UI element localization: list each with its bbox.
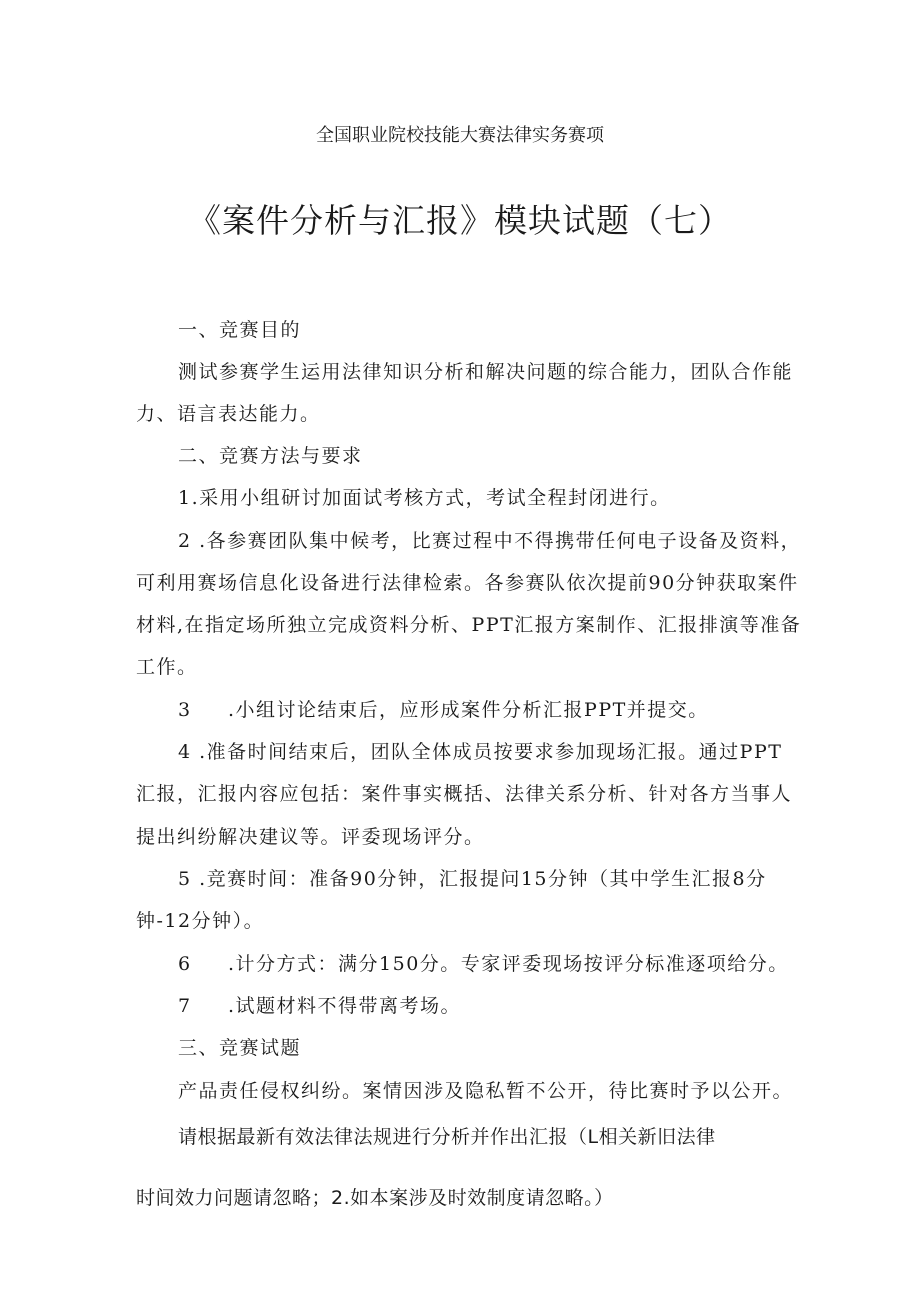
method-item-6-text: .计分方式：满分150分。专家评委现场按评分标准逐项给分。 — [228, 953, 789, 975]
document-title: 《案件分析与汇报》模块试题（七） — [188, 201, 732, 240]
method-item-2-line-4: 工作。 — [136, 656, 198, 678]
method-item-7-text: .试题材料不得带离考场。 — [228, 995, 462, 1017]
method-item-4-line-1: 4 .准备时间结束后，团队全体成员按要求参加现场汇报。通过PPT — [178, 741, 783, 763]
method-item-2-line-1: 2 .各参赛团队集中候考，比赛过程中不得携带任何电子设备及资料， — [178, 530, 802, 552]
method-item-2-line-2: 可利用赛场信息化设备进行法律检索。各参赛队依次提前90分钟获取案件 — [136, 572, 799, 594]
document-subtitle: 全国职业院校技能大赛法律实务赛项 — [316, 125, 604, 146]
purpose-paragraph-line-1: 测试参赛学生运用法律知识分析和解决问题的综合能力，团队合作能 — [178, 361, 794, 383]
purpose-paragraph-line-2: 力、语言表达能力。 — [136, 403, 321, 425]
method-item-7-number: 7 — [178, 995, 192, 1017]
method-item-1: 1.采用小组研讨加面试考核方式，考试全程封闭进行。 — [178, 487, 671, 509]
method-item-5-line-2: 钟-12分钟）。 — [136, 910, 265, 932]
section-heading-method: 二、竞赛方法与要求 — [178, 445, 363, 467]
method-item-3-number: 3 — [178, 699, 192, 721]
method-item-2-line-3: 材料,在指定场所独立完成资料分析、PPT汇报方案制作、汇报排演等准备 — [136, 614, 802, 636]
questions-paragraph-1: 产品责任侵权纠纷。案情因涉及隐私暂不公开，待比赛时予以公开。 — [178, 1080, 794, 1102]
section-heading-purpose: 一、竞赛目的 — [178, 319, 302, 341]
method-item-6-number: 6 — [178, 953, 192, 975]
questions-paragraph-2-line-2: 时间效力问题请忽略；2.如本案涉及时效制度请忽略。） — [136, 1187, 614, 1209]
section-heading-questions: 三、竞赛试题 — [178, 1037, 302, 1059]
method-item-3-text: .小组讨论结束后，应形成案件分析汇报PPT并提交。 — [228, 699, 709, 721]
method-item-4-line-2: 汇报，汇报内容应包括：案件事实概括、法律关系分析、针对各方当事人 — [136, 783, 793, 805]
method-item-4-line-3: 提出纠纷解决建议等。评委现场评分。 — [136, 826, 485, 848]
method-item-5-line-1: 5 .竞赛时间：准备90分钟，汇报提问15分钟（其中学生汇报8分 — [178, 868, 767, 890]
questions-paragraph-2-line-1: 请根据最新有效法律法规进行分析并作出汇报（L相关新旧法律 — [178, 1126, 716, 1148]
